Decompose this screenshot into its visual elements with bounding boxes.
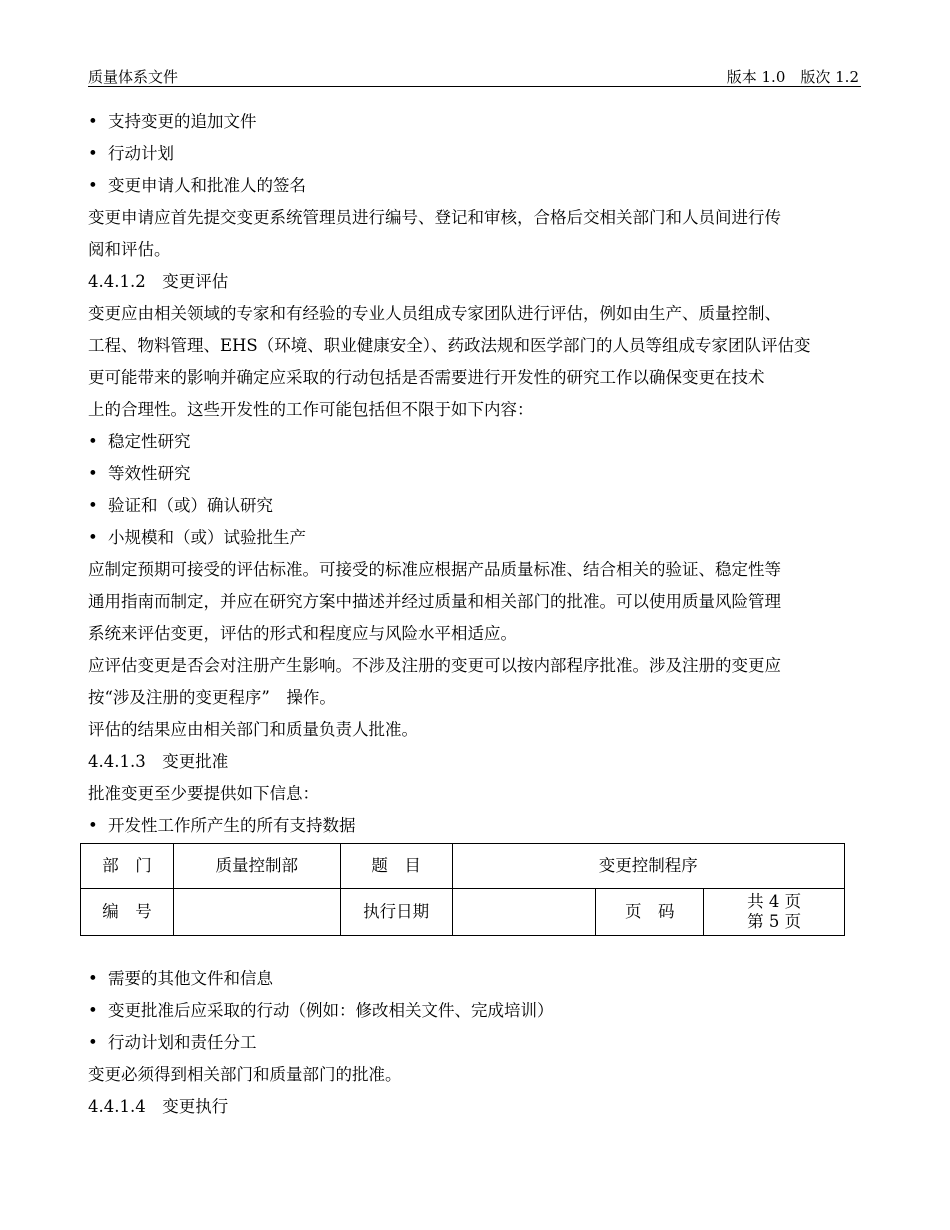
line-text: 支持变更的追加文件 [108, 112, 257, 131]
paragraph-line [88, 746, 863, 778]
paragraph-line [88, 554, 863, 586]
line-text: 工程、物料管理、EHS（环境、职业健康安全）、药政法规和医学部门的人员等组成专家团队评估变 [88, 336, 811, 355]
bullet-item [88, 490, 863, 522]
bullet-marker: • [88, 112, 98, 131]
page-current: 第 5 页 [747, 912, 802, 931]
line-text: 需要的其他文件和信息 [108, 969, 273, 988]
line-text: 更可能带来的影响并确定应采取的行动包括是否需要进行开发性的研究工作以确保变更在技术 [88, 368, 765, 387]
bullet-item [88, 138, 863, 170]
body-text-upper [88, 106, 863, 842]
line-text: 开发性工作所产生的所有支持数据 [108, 816, 356, 835]
line-text: 等效性研究 [108, 464, 191, 483]
bullet-item [88, 995, 863, 1027]
line-text: 应评估变更是否会对注册产生影响。不涉及注册的变更可以按内部程序批准。涉及注册的变更应 [88, 656, 781, 675]
paragraph-line [88, 202, 863, 234]
line-text: 变更必须得到相关部门和质量部门的批准。 [88, 1065, 402, 1084]
dept-label: 部 门 [81, 844, 174, 889]
paragraph-line [88, 778, 863, 810]
bullet-item [88, 106, 863, 138]
paragraph-line [88, 266, 863, 298]
bullet-marker: • [88, 969, 98, 988]
document-info-table [80, 843, 845, 936]
page-label: 页 码 [596, 889, 704, 936]
bullet-marker: • [88, 1033, 98, 1052]
line-text: 稳定性研究 [108, 432, 191, 451]
bullet-item [88, 522, 863, 554]
paragraph-line [88, 714, 863, 746]
bullet-marker: • [88, 528, 98, 547]
header-version: 版本 1.0 版次 1.2 [726, 68, 859, 86]
paragraph-line [88, 1059, 863, 1091]
number-label: 编 号 [81, 889, 174, 936]
line-text: 阅和评估。 [88, 240, 171, 259]
paragraph-line [88, 298, 863, 330]
page-header [88, 66, 861, 87]
paragraph-line [88, 362, 863, 394]
line-text: 行动计划和责任分工 [108, 1033, 257, 1052]
line-text: 评估的结果应由相关部门和质量负责人批准。 [88, 720, 418, 739]
paragraph-line [88, 234, 863, 266]
line-text: 上的合理性。这些开发性的工作可能包括但不限于如下内容： [88, 400, 534, 419]
line-text: 4.4.1.4 变更执行 [88, 1097, 229, 1116]
page-count [704, 889, 845, 936]
bullet-item [88, 170, 863, 202]
line-text: 4.4.1.2 变更评估 [88, 272, 229, 291]
title-value: 变更控制程序 [452, 844, 844, 889]
paragraph-line [88, 618, 863, 650]
line-text: 变更应由相关领域的专家和有经验的专业人员组成专家团队进行评估，例如由生产、质量控制、 [88, 304, 781, 323]
bullet-marker: • [88, 816, 98, 835]
line-text: 按“涉及注册的变更程序” 操作。 [88, 688, 336, 707]
bullet-marker: • [88, 496, 98, 515]
bullet-marker: • [88, 1001, 98, 1020]
title-label: 题 目 [340, 844, 452, 889]
dept-value: 质量控制部 [173, 844, 340, 889]
number-value [173, 889, 340, 936]
paragraph-line [88, 1091, 863, 1123]
line-text: 通用指南而制定，并应在研究方案中描述并经过质量和相关部门的批准。可以使用质量风险管理 [88, 592, 781, 611]
bullet-marker: • [88, 432, 98, 451]
date-value [452, 889, 596, 936]
bullet-marker: • [88, 464, 98, 483]
line-text: 4.4.1.3 变更批准 [88, 752, 229, 771]
header-doc-type: 质量体系文件 [88, 68, 179, 86]
line-text: 变更申请应首先提交变更系统管理员进行编号、登记和审核，合格后交相关部门和人员间进行传 [88, 208, 781, 227]
bullet-item [88, 458, 863, 490]
page-total: 共 4 页 [747, 892, 802, 911]
paragraph-line [88, 330, 863, 362]
paragraph-line [88, 586, 863, 618]
line-text: 变更申请人和批准人的签名 [108, 176, 306, 195]
bullet-marker: • [88, 176, 98, 195]
line-text: 验证和（或）确认研究 [108, 496, 273, 515]
line-text: 变更批准后应采取的行动（例如：修改相关文件、完成培训） [108, 1001, 554, 1020]
line-text: 小规模和（或）试验批生产 [108, 528, 306, 547]
paragraph-line [88, 650, 863, 682]
bullet-item [88, 426, 863, 458]
bullet-item [88, 810, 863, 842]
date-label: 执行日期 [340, 889, 452, 936]
bullet-item [88, 963, 863, 995]
line-text: 行动计划 [108, 144, 174, 163]
paragraph-line [88, 682, 863, 714]
line-text: 系统来评估变更，评估的形式和程度应与风险水平相适应。 [88, 624, 517, 643]
body-text-lower [88, 963, 863, 1123]
paragraph-line [88, 394, 863, 426]
line-text: 应制定预期可接受的评估标准。可接受的标准应根据产品质量标准、结合相关的验证、稳定性等 [88, 560, 781, 579]
bullet-marker: • [88, 144, 98, 163]
line-text: 批准变更至少要提供如下信息： [88, 784, 319, 803]
bullet-item [88, 1027, 863, 1059]
